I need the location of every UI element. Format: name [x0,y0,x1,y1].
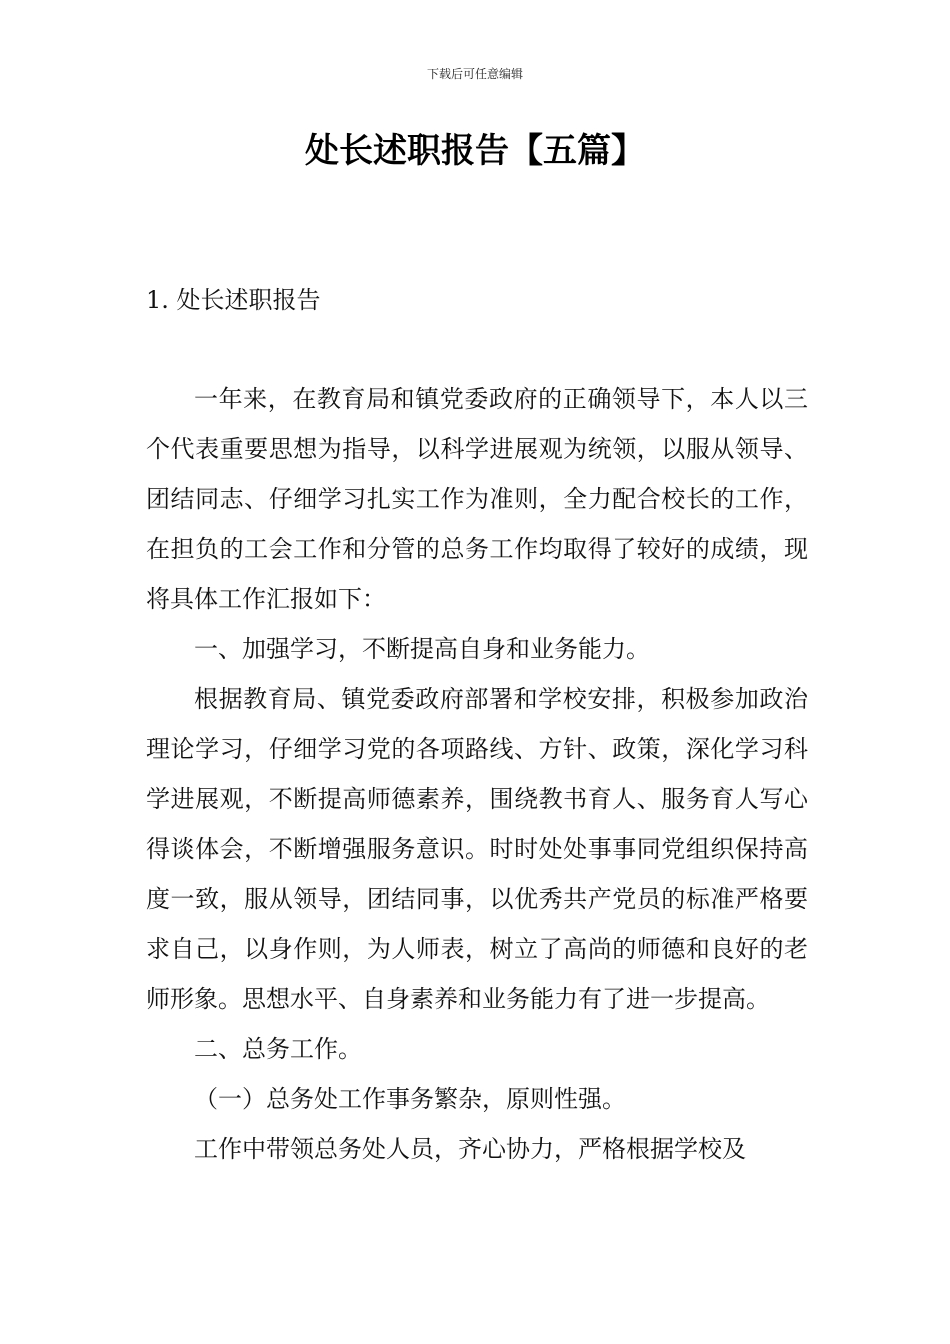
paragraph: 工作中带领总务处人员，齐心协力，严格根据学校及 [194,1135,746,1163]
body-text [146,374,808,1174]
paragraph: 二、总务工作。 [194,1035,362,1063]
section-heading: 1. 处长述职报告 [146,286,321,314]
header-note: 下载后可任意编辑 [426,67,523,81]
document-title: 处长述职报告【五篇】 [305,131,645,171]
paragraph: 根据教育局、镇党委政府部署和学校安排，积极参加政治理论学习，仔细学习党的各项路线、方针、政策，深化学习科学进展观，不断提高师德素养，围绕教书育人、服务育人写心得谈体会，不断增强服务意识。时时处处事事同党组织保持高度一致，服从领导，团结同事，以优秀共产党员的标准严格要求自己，以身作则，为人师表，树立了高尚的师德和良好的老师形象。思想水平、自身素养和业务能力有了进一步提高。 [146,685,808,1013]
paragraph: 一、加强学习，不断提高自身和业务能力。 [194,635,650,663]
paragraph: 一年来，在教育局和镇党委政府的正确领导下，本人以三个代表重要思想为指导，以科学进展观为统领，以服从领导、团结同志、仔细学习扎实工作为准则，全力配合校长的工作，在担负的工会工作和分管的总务工作均取得了较好的成绩，现将具体工作汇报如下： [146,385,808,613]
paragraph: （一）总务处工作事务繁杂，原则性强。 [194,1085,626,1113]
